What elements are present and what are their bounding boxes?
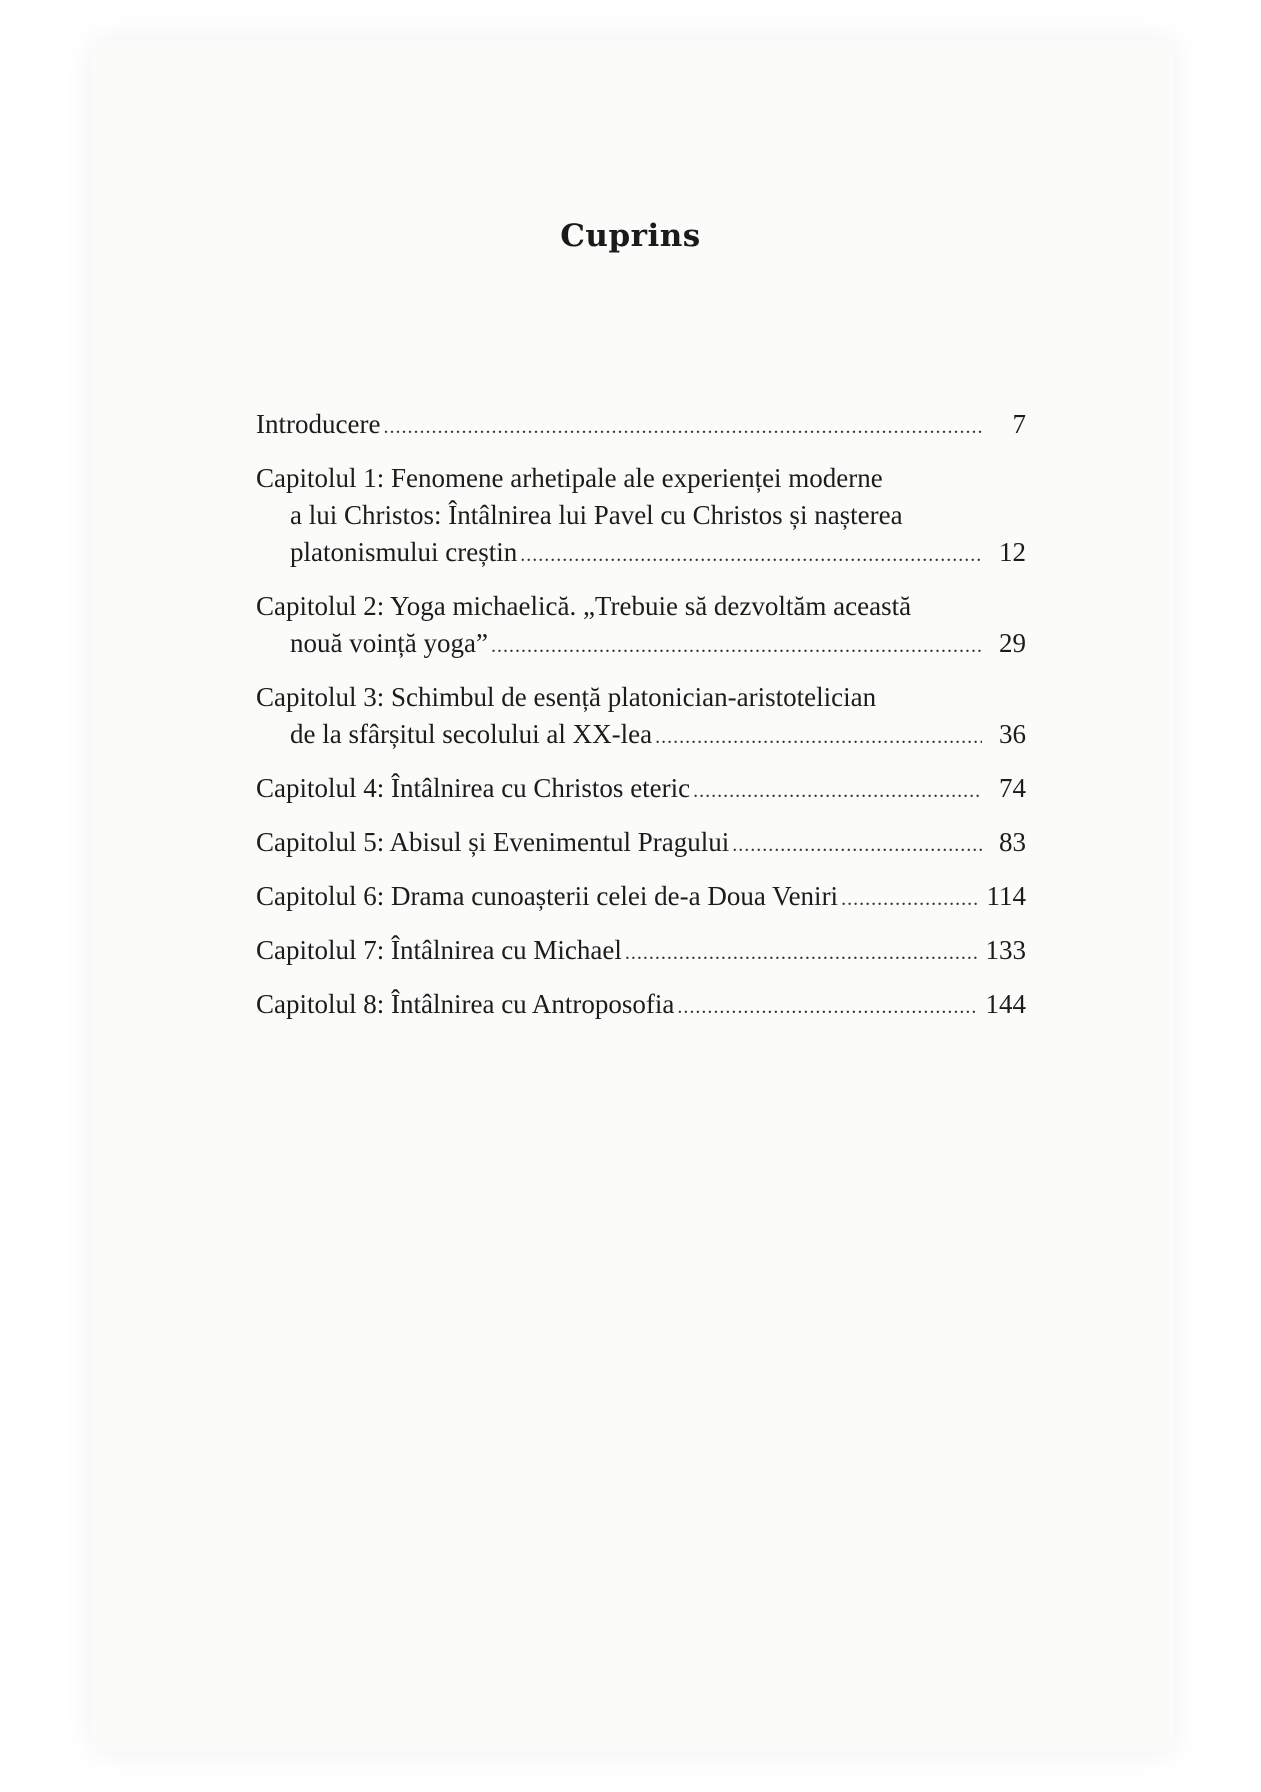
dot-leader: [732, 827, 982, 864]
toc-entry-title: Capitolul 1: Fenomene arhetipale ale experienței moderne: [256, 463, 883, 493]
toc-page-number: 133: [985, 935, 1026, 965]
toc-entry-title-continued: nouă voință yoga”: [290, 628, 488, 658]
toc-entry-title-continued: platonismului creștin: [290, 537, 518, 567]
dot-leader: [841, 881, 978, 918]
toc-page-number: 12: [999, 537, 1026, 567]
toc-page-number: 36: [999, 719, 1026, 749]
toc-entry-title: Capitolul 7: Întâlnirea cu Michael: [256, 935, 622, 965]
toc-entry-title: Introducere: [256, 409, 381, 439]
toc-entry: [256, 824, 1026, 864]
toc-entry-title: Capitolul 4: Întâlnirea cu Christos eteric: [256, 773, 691, 803]
dot-leader: [693, 773, 982, 810]
toc-entry-title: Capitolul 2: Yoga michaelică. „Trebuie să dezvoltăm această: [256, 591, 912, 621]
toc-entry: [256, 460, 1026, 574]
dot-leader: [677, 989, 977, 1026]
toc-entry-title-continued: de la sfârșitul secolului al XX-lea: [290, 719, 653, 749]
toc-entry-title: Capitolul 3: Schimbul de esență platonician-aristotelician: [256, 682, 877, 712]
toc-entry: [256, 986, 1026, 1026]
toc-page-number: 29: [999, 628, 1026, 658]
dot-leader: [655, 719, 982, 756]
toc-entry: [256, 878, 1026, 918]
toc-page-number: 114: [986, 881, 1026, 911]
toc-page-number: 144: [985, 989, 1026, 1019]
dot-leader: [383, 409, 982, 446]
dot-leader: [491, 628, 982, 665]
toc-entry-title: Capitolul 6: Drama cunoașterii celei de-a Doua Veniri: [256, 881, 839, 911]
toc-entry: [256, 588, 1026, 665]
toc-page-number: 74: [999, 773, 1026, 803]
page-title: Cuprins: [560, 218, 701, 254]
toc-entry: [256, 932, 1026, 972]
toc-entry: [256, 406, 1026, 446]
table-of-contents: [256, 406, 1026, 1040]
toc-entry: [256, 770, 1026, 810]
toc-page-number: 7: [1012, 409, 1026, 439]
dot-leader: [625, 935, 978, 972]
toc-entry: [256, 679, 1026, 756]
toc-entry-title-continued: a lui Christos: Întâlnirea lui Pavel cu Christos și nașterea: [290, 500, 903, 530]
toc-entry-title: Capitolul 5: Abisul și Evenimentul Pragului: [256, 827, 730, 857]
toc-page-number: 83: [999, 827, 1026, 857]
dot-leader: [520, 537, 982, 574]
toc-entry-title: Capitolul 8: Întâlnirea cu Antroposofia: [256, 989, 675, 1019]
